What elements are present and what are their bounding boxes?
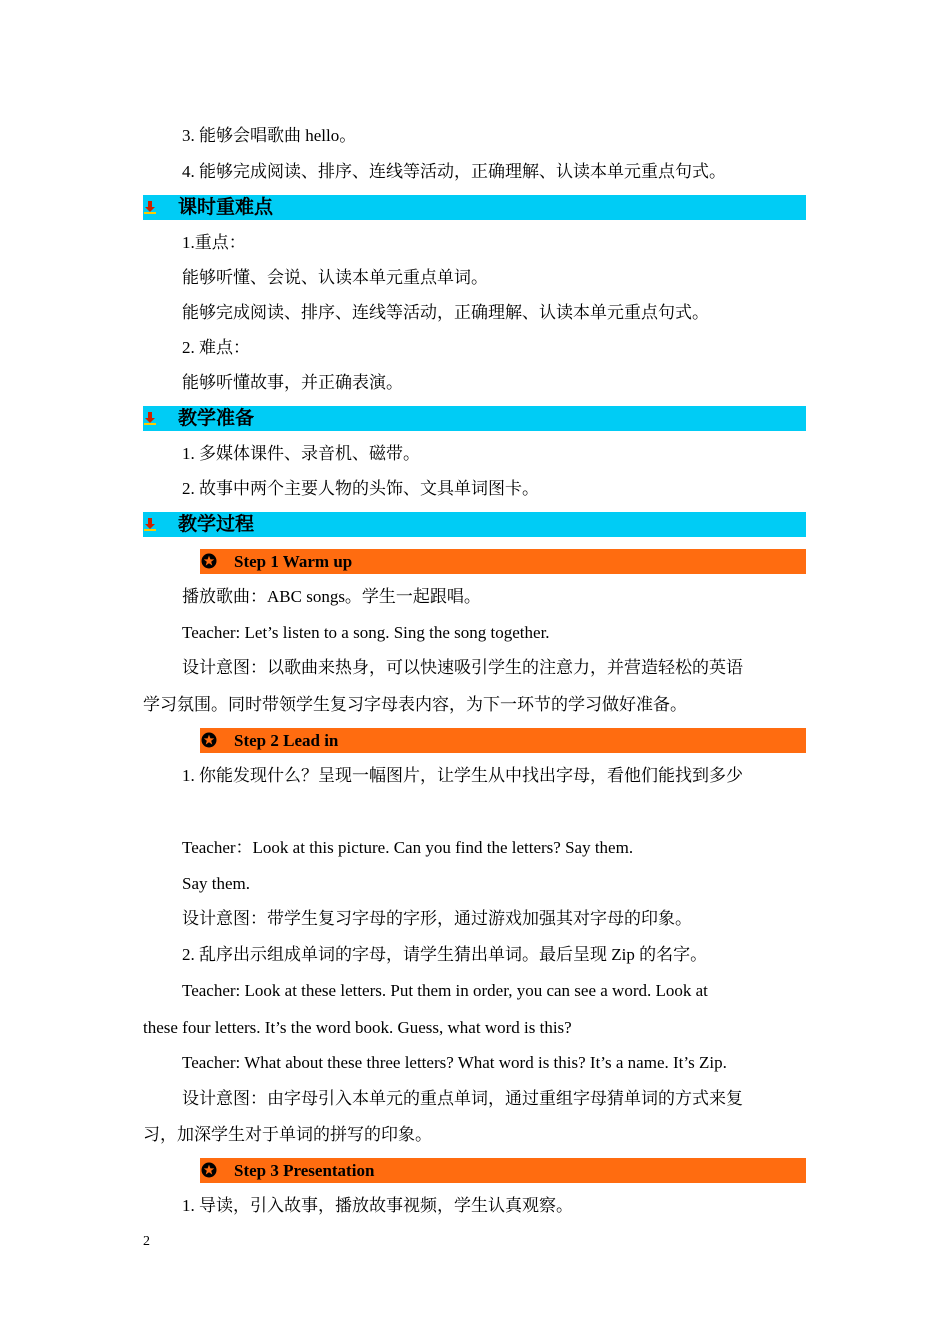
section-key-difficult-points [143, 195, 806, 220]
down-arrow-bullet-icon [143, 200, 157, 214]
section-title: 课时重难点 [178, 196, 274, 218]
section-title: 教学准备 [178, 407, 255, 429]
lead-in-line-2: Teacher：Look at this picture. Can you find the letters? Say them. [182, 838, 634, 857]
page-number: 2 [143, 1234, 150, 1249]
step-presentation [200, 1158, 806, 1183]
warm-up-line-2: Teacher: Let’s listen to a song. Sing the song together. [182, 623, 550, 642]
lead-in-intent-3: 习，加深学生对于单词的拼写的印象。 [143, 1125, 432, 1144]
section-title: 教学过程 [178, 513, 255, 535]
section-teaching-preparation [143, 406, 806, 431]
difficult-point-heading: 2. 难点： [182, 338, 250, 357]
lead-in-line-7: Teacher: What about these three letters? What word is this? It’s a name. It’s Zip. [182, 1053, 727, 1072]
warm-up-intent-1: 设计意图：以歌曲来热身，可以快速吸引学生的注意力，并营造轻松的英语 [182, 658, 743, 677]
lead-in-line-5: Teacher: Look at these letters. Put them in order, you can see a word. Look at [182, 981, 708, 1000]
section-teaching-process [143, 512, 806, 537]
preparation-1: 1. 多媒体课件、录音机、磁带。 [182, 444, 420, 463]
step-lead-in [200, 728, 806, 753]
star-circle-icon [201, 553, 217, 569]
preparation-2: 2. 故事中两个主要人物的头饰、文具单词图卡。 [182, 479, 539, 498]
objective-4: 4. 能够完成阅读、排序、连线等活动，正确理解、认读本单元重点句式。 [182, 162, 726, 181]
lead-in-line-4: 2. 乱序出示组成单词的字母，请学生猜出单词。最后呈现 Zip 的名字。 [182, 945, 708, 964]
warm-up-line-1: 播放歌曲：ABC songs。学生一起跟唱。 [182, 587, 481, 606]
objective-3: 3. 能够会唱歌曲 hello。 [182, 126, 357, 145]
lead-in-line-6: these four letters. It’s the word book. Guess, what word is this? [143, 1018, 572, 1037]
key-point-2: 能够完成阅读、排序、连线等活动，正确理解、认读本单元重点句式。 [182, 303, 709, 322]
warm-up-intent-2: 学习氛围。同时带领学生复习字母表内容，为下一环节的学习做好准备。 [143, 695, 687, 714]
down-arrow-bullet-icon [143, 411, 157, 425]
step-title: Step 1 Warm up [234, 552, 353, 571]
star-circle-icon [201, 732, 217, 748]
lead-in-line-3: Say them. [182, 874, 250, 893]
step-title: Step 2 Lead in [234, 731, 339, 750]
presentation-line-1: 1. 导读，引入故事，播放故事视频，学生认真观察。 [182, 1196, 573, 1215]
lead-in-line-1: 1. 你能发现什么？呈现一幅图片，让学生从中找出字母，看他们能找到多少 [182, 766, 743, 785]
step-title: Step 3 Presentation [234, 1161, 375, 1180]
lead-in-intent-2: 设计意图：由字母引入本单元的重点单词，通过重组字母猜单词的方式来复 [182, 1089, 743, 1108]
key-point-1: 能够听懂、会说、认读本单元重点单词。 [182, 268, 488, 287]
difficult-point-1: 能够听懂故事，并正确表演。 [182, 373, 403, 392]
star-circle-icon [201, 1162, 217, 1178]
down-arrow-bullet-icon [143, 517, 157, 531]
key-point-heading: 1.重点： [182, 233, 246, 252]
step-warm-up [200, 549, 806, 574]
lead-in-intent-1: 设计意图：带学生复习字母的字形，通过游戏加强其对字母的印象。 [182, 909, 692, 928]
